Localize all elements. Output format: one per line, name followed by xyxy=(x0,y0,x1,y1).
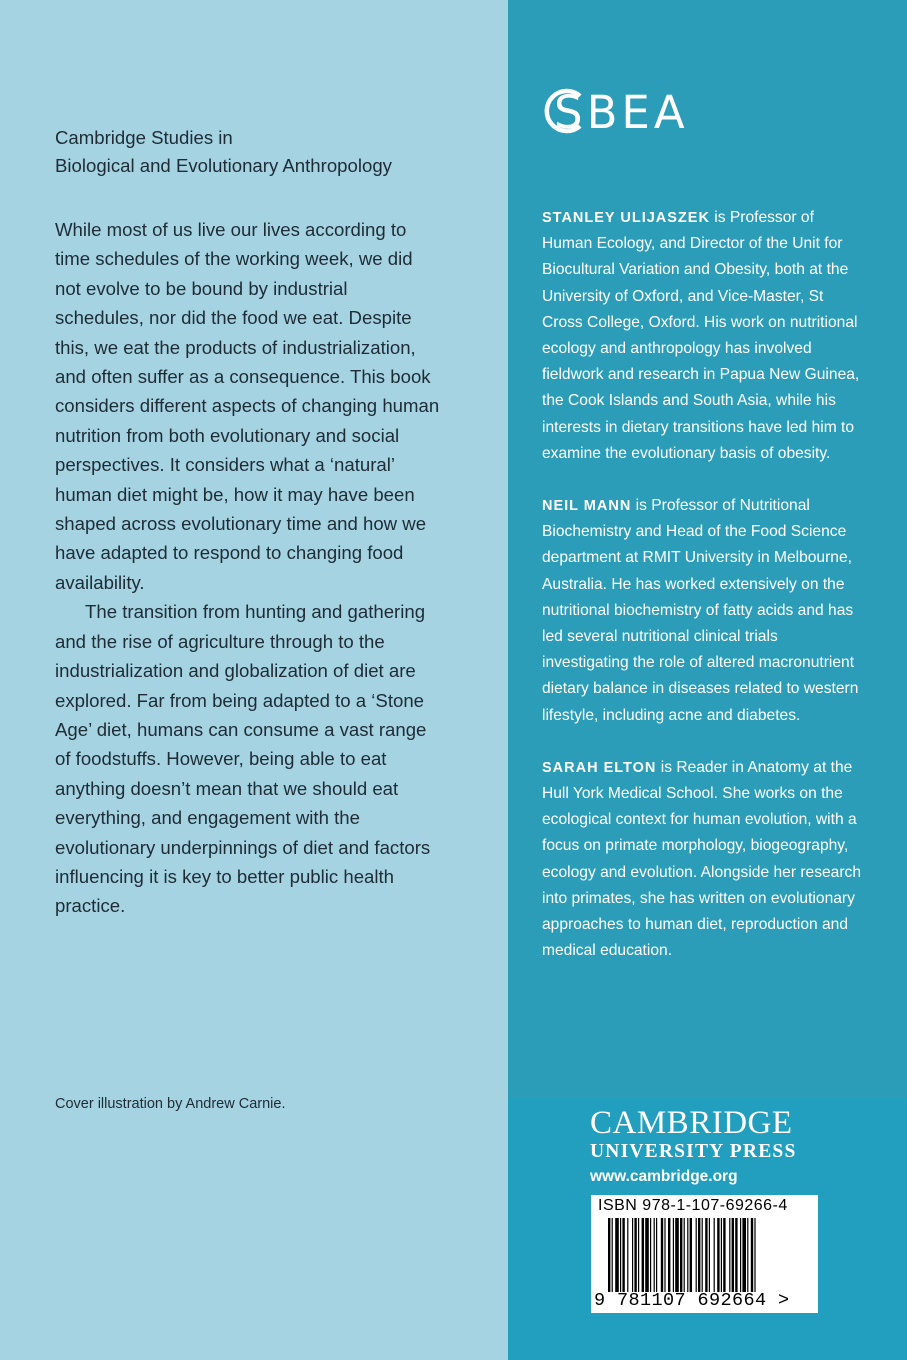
author-bio-mann xyxy=(542,493,862,729)
series-title-line-1: Cambridge Studies in xyxy=(55,127,233,148)
barcode-bar xyxy=(723,1218,725,1292)
barcode-bar xyxy=(709,1218,710,1292)
barcode-bar xyxy=(645,1218,649,1292)
barcode-bar xyxy=(664,1218,665,1292)
barcode-bar xyxy=(668,1218,670,1292)
barcode-bar xyxy=(680,1218,682,1292)
barcode-bar xyxy=(742,1218,746,1292)
barcode-bar xyxy=(622,1218,624,1292)
barcode-bar xyxy=(705,1218,707,1292)
barcode-bar xyxy=(650,1218,651,1292)
author-bio-elton xyxy=(542,755,862,965)
publisher-name: CAMBRIDGE xyxy=(590,1105,793,1141)
cover-credit: Cover illustration by Andrew Carnie. xyxy=(55,1096,286,1112)
author-bio-text: is Reader in Anatomy at the Hull York Medical School. She works on the ecological context for human evolution, with a focus on primate morphology, biogeography, ecology and evolution. Alongside her research into primates, she has written on evolutionary approaches to human diet, reproduction and medical education. xyxy=(542,758,862,960)
barcode-bar xyxy=(698,1218,700,1292)
barcode-bar xyxy=(747,1218,748,1292)
series-title-line-2: Biological and Evolutionary Anthropology xyxy=(55,155,392,176)
barcode-bar xyxy=(661,1218,663,1292)
barcode-bar xyxy=(656,1218,657,1292)
series-title xyxy=(55,124,475,180)
barcode-bar xyxy=(684,1218,685,1292)
blurb-paragraph-1: While most of us live our lives according to time schedules of the working week, we did not evolve to be bound by industrial schedules, nor did the food we eat. Despite this, we eat the products of industrialization, and often suffer as a consequence. This book considers different aspects of changing human nutrition from both evolutionary and social perspectives. It considers what a ‘natural’ human diet might be, how it may have been shaped across evolutionary time and how we have adapted to respond to changing food availability. xyxy=(55,219,440,593)
barcode-bar xyxy=(634,1218,636,1292)
barcode-bar xyxy=(608,1218,610,1292)
barcode-bar xyxy=(673,1218,674,1292)
barcode-bar xyxy=(717,1218,719,1292)
barcode-bar xyxy=(732,1218,734,1292)
barcode-bar xyxy=(696,1218,697,1292)
author-name: SARAH ELTON xyxy=(542,759,657,776)
author-bio-text: is Professor of Nutritional Biochemistry and Head of the Food Science department at RMIT University in Melbourne, Australia. He has worked extensively on the nutritional biochemistry of fatty acids and has led several nutritional clinical trials investigating the role of altered macronutrient dietary balance in diseases related to western lifestyle, including acne and diabetes. xyxy=(542,497,859,724)
barcode-bar xyxy=(642,1218,644,1292)
book-blurb xyxy=(55,215,440,921)
blurb-paragraph-2: The transition from hunting and gathering and the rise of agriculture through to the industrialization and globalization of diet are explored. Far from being adapted to a ‘Stone Age’ diet, humans can consume a vast range of foodstuffs. However, being able to eat anything doesn’t mean that we should eat everything, and engagement with the evolutionary underpinnings of diet and factors influencing it is key to better public health practice. xyxy=(55,601,431,917)
barcode-bar xyxy=(627,1218,628,1292)
barcode-bar xyxy=(638,1218,639,1292)
barcode-bar xyxy=(654,1218,655,1292)
publisher-subtitle: UNIVERSITY PRESS xyxy=(590,1141,797,1162)
author-name: NEIL MANN xyxy=(542,498,632,515)
barcode-bar xyxy=(751,1218,753,1292)
barcode-bar xyxy=(687,1218,688,1292)
author-name: STANLEY ULIJASZEK xyxy=(542,210,710,226)
csbea-logo xyxy=(540,80,700,146)
logo-text: SBEA xyxy=(554,86,689,139)
barcode-bar xyxy=(735,1218,737,1292)
barcode-bar xyxy=(632,1218,633,1292)
barcode-bar xyxy=(740,1218,741,1292)
isbn-barcode xyxy=(591,1195,818,1313)
barcode-bar xyxy=(675,1218,679,1292)
barcode-bar xyxy=(721,1218,722,1292)
barcode-bar xyxy=(714,1218,715,1292)
cambridge-university-press-logo xyxy=(590,1104,830,1186)
barcode-bar xyxy=(702,1218,703,1292)
barcode-number: 9 781107 692664 > xyxy=(594,1290,790,1311)
barcode-bar xyxy=(729,1218,730,1292)
barcode-bar xyxy=(754,1218,755,1292)
barcode-bar xyxy=(690,1218,692,1292)
barcode-bar xyxy=(620,1218,621,1292)
author-bio-text: is Professor of Human Ecology, and Director of the Unit for Biocultural Variation and Obesity, both at the University of Oxford, and Vice-Master, St Cross College, Oxford. His work on nutritional ecology and anthropology has involved fieldwork and research in Papua New Guinea, the Cook Islands and South Asia, while his interests in dietary transitions have led him to examine the evolutionary basis of obesity. xyxy=(542,209,860,462)
author-bios xyxy=(542,205,862,990)
publisher-url: www.cambridge.org xyxy=(590,1168,738,1185)
barcode-bar xyxy=(615,1218,619,1292)
barcode-bars-icon xyxy=(608,1218,803,1292)
author-bio-ulijaszek xyxy=(542,205,862,467)
barcode-bar xyxy=(612,1218,613,1292)
isbn-label: ISBN 978-1-107-69266-4 xyxy=(598,1197,788,1214)
